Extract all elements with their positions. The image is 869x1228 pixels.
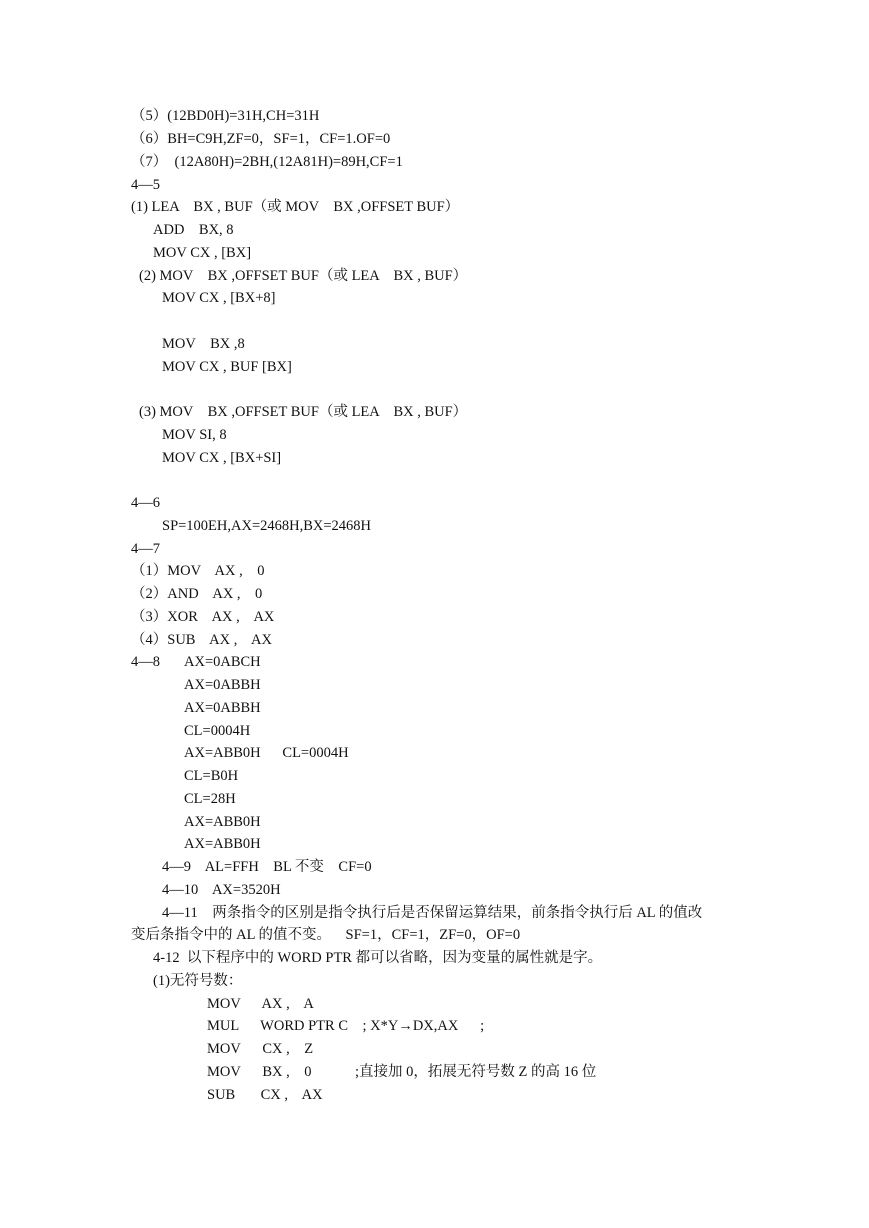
code-line: （1）MOV AX , 0 bbox=[131, 563, 265, 579]
code-line: MOV CX , BUF [BX] bbox=[162, 359, 292, 375]
code-line: SUB CX , AX bbox=[207, 1087, 323, 1103]
text-line: AX=ABB0H bbox=[184, 814, 261, 830]
code-line: MOV BX ,8 bbox=[162, 336, 245, 352]
text-line: (1) LEA BX , BUF（或 MOV BX ,OFFSET BUF） bbox=[131, 199, 460, 215]
text-line: （7） (12A80H)=2BH,(12A81H)=89H,CF=1 bbox=[131, 154, 403, 170]
section-heading: 4—6 bbox=[131, 495, 160, 511]
text-line: CL=28H bbox=[184, 791, 236, 807]
code-line: （3）XOR AX , AX bbox=[131, 609, 275, 625]
text-line: 4—11 两条指令的区别是指令执行后是否保留运算结果，前条指令执行后 AL 的值改 bbox=[162, 905, 703, 921]
section-heading: 4—8 bbox=[131, 654, 160, 670]
text-line: SP=100EH,AX=2468H,BX=2468H bbox=[162, 518, 372, 534]
text-line: 4—9 AL=FFH BL 不变 CF=0 bbox=[162, 859, 372, 875]
code-line: （2）AND AX , 0 bbox=[131, 586, 263, 602]
text-line: CL=B0H bbox=[184, 768, 239, 784]
section-heading: 4—7 bbox=[131, 541, 160, 557]
code-line: （4）SUB AX , AX bbox=[131, 632, 272, 648]
code-line: MOV CX , [BX] bbox=[153, 245, 252, 261]
text-line: AX=ABB0H bbox=[184, 836, 261, 852]
code-line: MUL WORD PTR C ; X*Y→DX,AX ; bbox=[207, 1018, 485, 1034]
text-line: AX=ABB0H CL=0004H bbox=[184, 745, 349, 761]
code-line: ADD BX, 8 bbox=[153, 222, 234, 238]
text-line: （5）(12BD0H)=31H,CH=31H bbox=[131, 108, 320, 124]
code-line: MOV CX , Z bbox=[207, 1041, 314, 1057]
text-line: （6）BH=C9H,ZF=0，SF=1，CF=1.OF=0 bbox=[131, 131, 391, 147]
section-heading: 4—5 bbox=[131, 177, 160, 193]
code-line: MOV CX , [BX+SI] bbox=[162, 450, 282, 466]
text-line: CL=0004H bbox=[184, 723, 251, 739]
text-line: AX=0ABBH bbox=[184, 700, 261, 716]
text-line: AX=0ABCH bbox=[184, 654, 261, 670]
code-line: MOV CX , [BX+8] bbox=[162, 290, 276, 306]
code-line: MOV BX , 0 ;直接加 0，拓展无符号数 Z 的高 16 位 bbox=[207, 1064, 597, 1080]
text-line: (3) MOV BX ,OFFSET BUF（或 LEA BX , BUF） bbox=[139, 404, 468, 420]
text-line: (1)无符号数： bbox=[153, 973, 243, 989]
text-line: (2) MOV BX ,OFFSET BUF（或 LEA BX , BUF） bbox=[139, 268, 468, 284]
text-line: 变后条指令中的 AL 的值不变。 SF=1，CF=1，ZF=0，OF=0 bbox=[131, 927, 521, 943]
code-line: MOV AX , A bbox=[207, 996, 314, 1012]
text-line: AX=0ABBH bbox=[184, 677, 261, 693]
code-line: MOV SI, 8 bbox=[162, 427, 227, 443]
text-line: 4—10 AX=3520H bbox=[162, 882, 281, 898]
text-line: 4-12 以下程序中的 WORD PTR 都可以省略，因为变量的属性就是字。 bbox=[153, 950, 603, 966]
